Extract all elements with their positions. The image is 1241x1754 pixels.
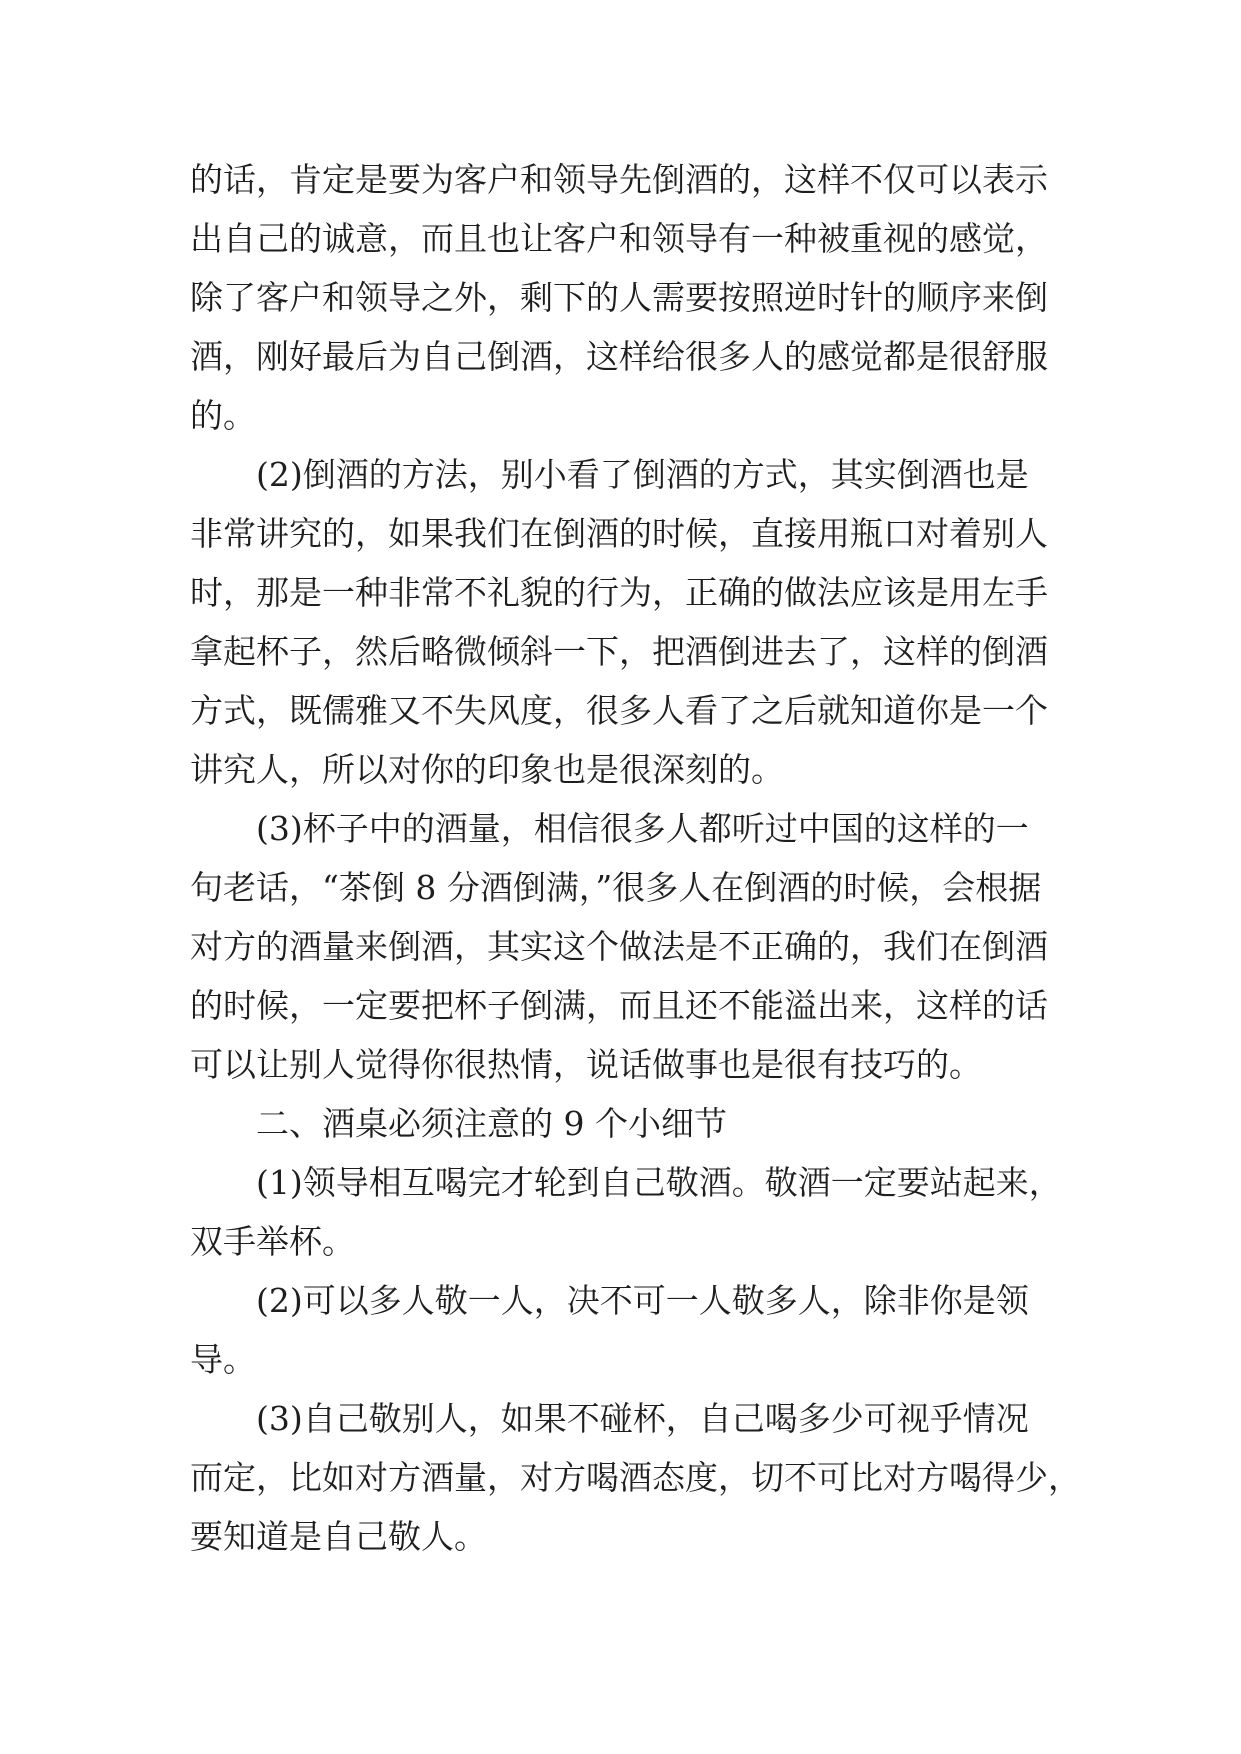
text-line: 时，那是一种非常不礼貌的行为，正确的做法应该是用左手 xyxy=(190,573,1048,612)
document-body xyxy=(190,150,1081,1566)
text-line: 讲究人，所以对你的印象也是很深刻的。 xyxy=(190,750,784,789)
text-line: 而定，比如对方酒量，对方喝酒态度，切不可比对方喝得少， xyxy=(190,1458,1081,1497)
paragraph-detail-3 xyxy=(190,1389,1081,1566)
text-line: (1)领导相互喝完才轮到自己敬酒。敬酒一定要站起来， xyxy=(256,1163,1062,1202)
text-line: 可以让别人觉得你很热情，说话做事也是很有技巧的。 xyxy=(190,1045,982,1084)
text-line: 方式，既儒雅又不失风度，很多人看了之后就知道你是一个 xyxy=(190,691,1048,730)
text-line: 的话，肯定是要为客户和领导先倒酒的，这样不仅可以表示 xyxy=(190,160,1048,199)
text-line: 酒，刚好最后为自己倒酒，这样给很多人的感觉都是很舒服 xyxy=(190,337,1048,376)
text-line: 导。 xyxy=(190,1340,256,1379)
text-line: 句老话，“茶倒 8 分酒倒满，”很多人在倒酒的时候，会根据 xyxy=(190,868,1042,907)
text-line: (2)可以多人敬一人，决不可一人敬多人，除非你是领 xyxy=(256,1281,1029,1320)
text-line: (3)自己敬别人，如果不碰杯，自己喝多少可视乎情况 xyxy=(256,1399,1029,1438)
text-line: 要知道是自己敬人。 xyxy=(190,1517,487,1556)
text-line: 对方的酒量来倒酒，其实这个做法是不正确的，我们在倒酒 xyxy=(190,927,1048,966)
text-line: 的时候，一定要把杯子倒满，而且还不能溢出来，这样的话 xyxy=(190,986,1048,1025)
section-heading-text: 二、酒桌必须注意的 9 个小细节 xyxy=(256,1104,727,1143)
text-line: 除了客户和领导之外，剩下的人需要按照逆时针的顺序来倒 xyxy=(190,278,1048,317)
text-line: (2)倒酒的方法，别小看了倒酒的方式，其实倒酒也是 xyxy=(256,455,1029,494)
text-line: 出自己的诚意，而且也让客户和领导有一种被重视的感觉， xyxy=(190,219,1048,258)
section-heading xyxy=(190,1094,1070,1153)
text-line: 拿起杯子，然后略微倾斜一下，把酒倒进去了，这样的倒酒 xyxy=(190,632,1048,671)
paragraph-detail-1 xyxy=(190,1153,1070,1271)
paragraph-cup-amount xyxy=(190,799,1070,1094)
paragraph-pour-method xyxy=(190,445,1070,799)
text-line: 的。 xyxy=(190,396,256,435)
paragraph-continued xyxy=(190,150,1070,445)
text-line: 双手举杯。 xyxy=(190,1222,355,1261)
paragraph-detail-2 xyxy=(190,1271,1070,1389)
text-line: (3)杯子中的酒量，相信很多人都听过中国的这样的一 xyxy=(256,809,1029,848)
text-line: 非常讲究的，如果我们在倒酒的时候，直接用瓶口对着别人 xyxy=(190,514,1048,553)
